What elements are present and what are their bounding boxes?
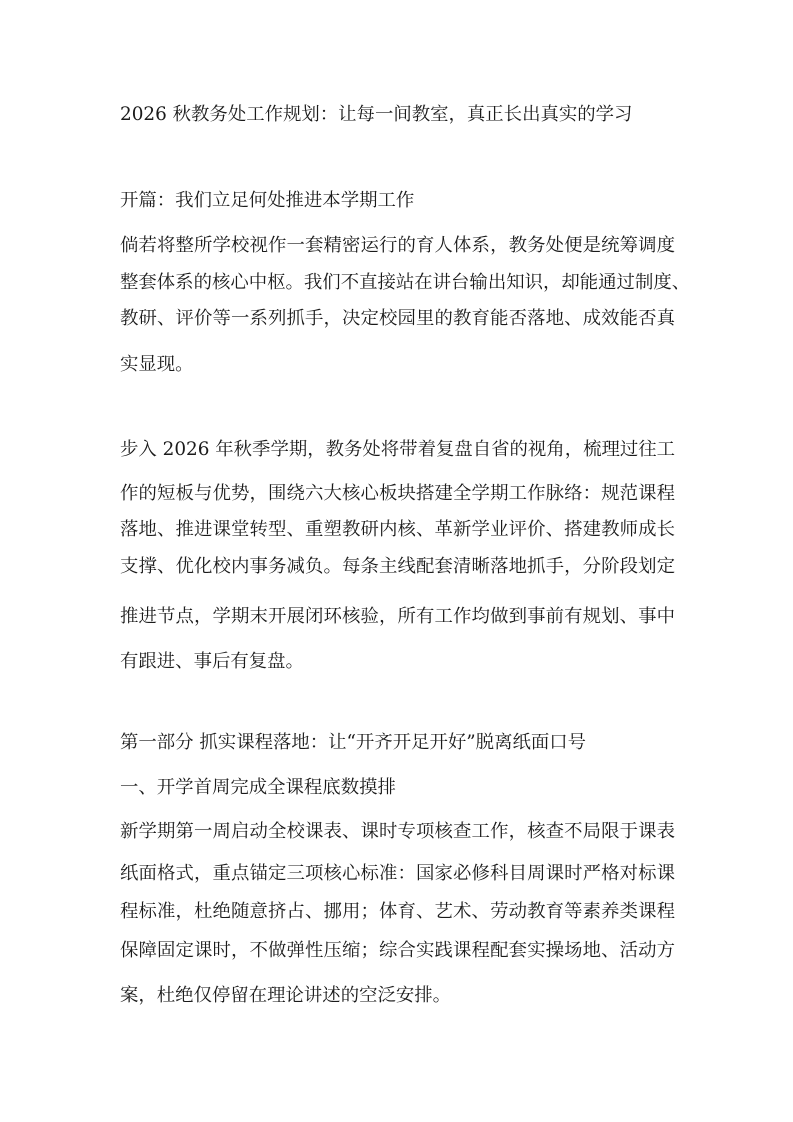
paragraph-line: 步入 2026 年秋季学期，教务处将带着复盘自省的视角，梳理过往工	[120, 439, 676, 460]
paragraph-line: 纸面格式，重点锚定三项核心标准：国家必修科目周课时严格对标课	[120, 863, 675, 884]
paragraph-line: 支撑、优化校内事务减负。每条主线配套清晰落地抓手，分阶段划定	[120, 556, 675, 577]
paragraph-line: 倘若将整所学校视作一套精密运行的育人体系，教务处便是统筹调度	[120, 235, 675, 256]
paragraph-line: 新学期第一周启动全校课表、课时专项核查工作，核查不局限于课表	[120, 821, 675, 842]
paragraph-line: 作的短板与优势，围绕六大核心板块搭建全学期工作脉络：规范课程	[120, 483, 675, 504]
paragraph-line: 实显现。	[120, 354, 194, 375]
paragraph-line: 案，杜绝仅停留在理论讲述的空泛安排。	[120, 985, 452, 1006]
paragraph-line: 保障固定课时，不做弹性压缩；综合实践课程配套实操场地、活动方	[120, 940, 675, 961]
part1-heading: 第一部分 抓实课程落地：让“开齐开足开好”脱离纸面口号	[120, 732, 587, 753]
section1-heading: 一、开学首周完成全课程底数摸排	[120, 777, 396, 798]
document-title: 2026 秋教务处工作规划：让每一间教室，真正长出真实的学习	[120, 104, 633, 125]
paragraph-line: 教研、评价等一系列抓手，决定校园里的教育能否落地、成效能否真	[120, 308, 675, 329]
paragraph-line: 程标准，杜绝随意挤占、挪用；体育、艺术、劳动教育等素养类课程	[120, 901, 675, 922]
opening-heading: 开篇：我们立足何处推进本学期工作	[120, 190, 415, 211]
paragraph-line: 整套体系的核心中枢。我们不直接站在讲台输出知识，却能通过制度、	[120, 272, 691, 293]
paragraph-line: 落地、推进课堂转型、重塑教研内核、革新学业评价、搭建教师成长	[120, 519, 675, 540]
paragraph-line: 有跟进、事后有复盘。	[120, 651, 304, 672]
paragraph-line: 推进节点，学期末开展闭环核验，所有工作均做到事前有规划、事中	[120, 606, 675, 627]
